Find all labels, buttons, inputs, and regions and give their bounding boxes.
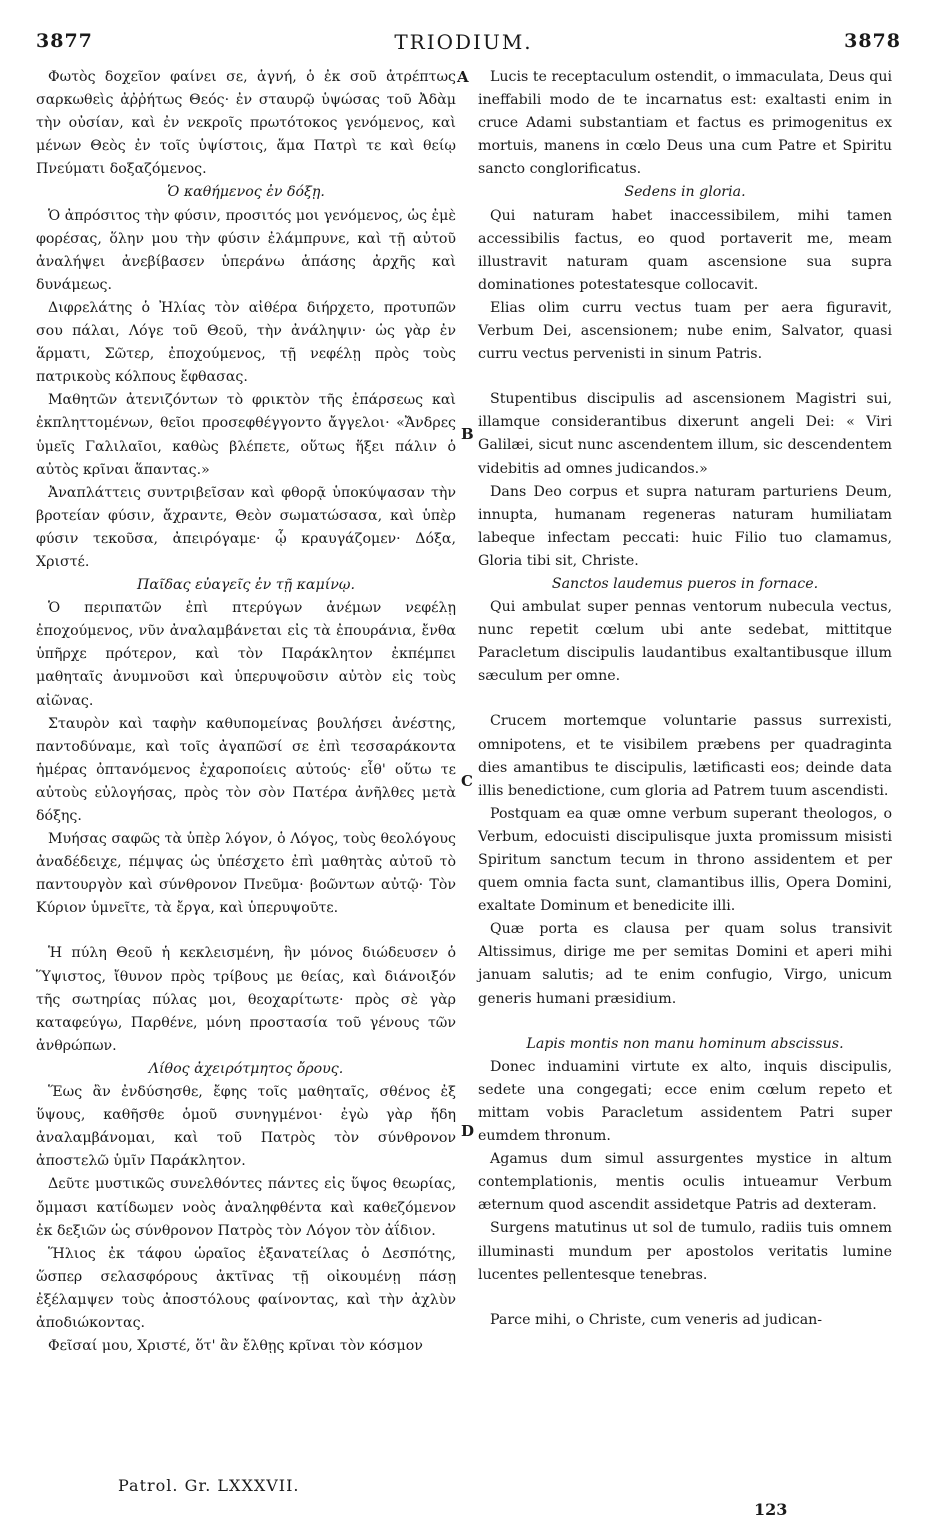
- latin-column: [478, 66, 892, 1470]
- paragraph-gap: [478, 366, 892, 388]
- paragraph: Donec induamini virtute ex alto, inquis discipulis, sedete una congegati; ecce enim cœlum repeto et mittam vobis Paracletum assidentem Patri super eumdem thronum.: [478, 1058, 892, 1145]
- paragraph: Σταυρὸν καὶ ταφὴν καθυπομείνας βουλήσει ἀνέστης, παντοδύναμε, καὶ τοῖς ἀγαπῶσί σε ἐπὶ τεσσαράκοντα ἡμέρας ὀπτανόμενος ἐχαροποίεις αὐτούς· εἶθ' οὕτω τε αὐτοὺς εὐλογήσας, πρὸς τὸν σὸν Πατέρα ἀνῆλθες μετὰ δόξης.: [36, 715, 456, 824]
- paragraph: Ὁ ἀπρόσιτος τὴν φύσιν, προσιτός μοι γενόμενος, ὡς ἐμὲ φορέσας, ὅλην μου τὴν φύσιν ἐλάμπρυνε, καὶ τῇ αὐτοῦ ἀναλήψει ἀνεβίβασεν ὑπεράνω ἁπάσης ἀρχῆς καὶ δυνάμεως.: [36, 207, 456, 293]
- footer-volume: Patrol. Gr. LXXXVII.: [118, 1476, 300, 1495]
- paragraph: Crucem mortemque voluntarie passus surrexisti, omnipotens, et te visibilem præbens per quadraginta dies amantibus te discipulis, lætificasti eos; deinde data illis benedictione, cum gloria ad Patrem tuum ascendisti.: [478, 713, 892, 799]
- paragraph: Μαθητῶν ἀτενιζόντων τὸ φρικτὸν τῆς ἐπάρσεως καὶ ἐκπληττομένων, θεῖοι προσεφθέγγοντο ἄγγελοι· «Ἄνδρες ὑμεῖς Γαλιλαῖοι, καθὼς βλέπετε, οὕτως ἥξει πάλιν ὁ αὐτὸς κρῖναι ἅπαντας.»: [36, 392, 456, 478]
- paragraph: Elias olim curru vectus tuam per aera figuravit, Verbum Dei, ascensionem; nube enim, Salvator, quasi curru vectus pervenisti in sinum Patris.: [478, 299, 892, 363]
- paragraph: Surgens matutinus ut sol de tumulo, radiis tuis omnem illuminasti mundum per apostolos veritatis lumine lucentes pellentesque tenebras.: [478, 1220, 892, 1283]
- page-number-left: 3877: [36, 30, 93, 52]
- paragraph: Qui naturam habet inaccessibilem, mihi tamen accessibilis factus, eo quod portaverit me, meam illustravit naturam quam ascensione sua supra dominationes potestatesque collocavit.: [478, 207, 892, 293]
- running-title: TRIODIUM.: [394, 30, 533, 54]
- paragraph: Ἡ πύλη Θεοῦ ἡ κεκλεισμένη, ἣν μόνος διώδευσεν ὁ Ὕψιστος, ἴθυνον πρὸς τρίβους με θείας, καὶ διάνοιξόν τῆς σωτηρίας πύλας μοι, θεοχαρίτωτε· πρὸς σὲ γὰρ καταφεύγω, Παρθένε, μόνη προστασία τοῦ γένους τῶν ἀνθρώπων.: [36, 945, 456, 1054]
- paragraph-gap: [478, 1287, 892, 1309]
- section-heading: Ὁ καθήμενος ἐν δόξῃ.: [167, 184, 325, 201]
- greek-column: [36, 66, 456, 1470]
- section-heading: Παῖδας εὐαγεῖς ἐν τῇ καμίνῳ.: [136, 577, 355, 594]
- paragraph: Ἀναπλάττεις συντριβεῖσαν καὶ φθορᾷ ὑποκύψασαν τὴν βροτείαν φύσιν, ἄχραντε, Θεὸν σωματώσασα, καὶ ὑπὲρ φύσιν τεκοῦσα, ἀπειρόγαμε· ᾧ κραυγάζομεν· Δόξα, Χριστέ.: [36, 484, 456, 570]
- paragraph: Μυήσας σαφῶς τὰ ὑπὲρ λόγον, ὁ Λόγος, τοὺς θεολόγους ἀναδέδειχε, πέμψας ὡς ὑπέσχετο ἐπὶ μαθητὰς αὐτοῦ τὸ παντουργὸν καὶ σύνθρονον Πνεῦμα· βοῶντων αὐτῷ· Τὸν Κύριον ὑμνεῖτε, τὰ ἔργα, καὶ ὑπερυψοῦτε.: [36, 831, 457, 917]
- paragraph: Parce mihi, o Christe, cum veneris ad judican-: [490, 1311, 823, 1328]
- section-heading: Sanctos laudemus pueros in fornace.: [551, 575, 819, 592]
- paragraph: Lucis te receptaculum ostendit, o immaculata, Deus qui ineffabili modo de te incarnatus est: exaltasti enim in cruce Adami substantiam et factus es primogenitus ex mortuis, manens in cœlo Deus una cum Patre et Spiritu sancto conglorificatus.: [478, 69, 892, 178]
- paragraph: Φωτὸς δοχεῖον φαίνει σε, ἁγνή, ὁ ἐκ σοῦ ἀτρέπτως σαρκωθεὶς ἀῤῥήτως Θεός· ἐν σταυρῷ ὑψώσας τοῦ Ἀδὰμ τὴν οὐσίαν, καὶ ἐν νεκροῖς πρωτότοκος γενόμενος, καὶ μένων Θεὸς ἐν τοῖς ὑψίστοις, ἅμα Πατρὶ τε καὶ θείῳ Πνεύματι δοξαζόμενος.: [36, 69, 456, 178]
- paragraph: Διφρελάτης ὁ Ἠλίας τὸν αἰθέρα διήρχετο, προτυπῶν σου πάλαι, Λόγε τοῦ Θεοῦ, τὴν ἀνάληψιν· ὡς γὰρ ἐν ἅρματι, Σῶτερ, ἐποχούμενος, τῇ νεφέλῃ πρὸς τοὺς πατρικοὺς κόλπους ἔφθασας.: [36, 299, 456, 386]
- paragraph-gap: [36, 920, 456, 942]
- paragraph: Qui ambulat super pennas ventorum nubecula vectus, nunc repetit cœlum ubi ante sedebat, mittitque Paracletum discipulis laudantibus exaltantibusque illum sæculum per omne.: [478, 599, 892, 685]
- paragraph: Postquam ea quæ omne verbum superant theologos, o Verbum, edocuisti discipulisque juxta promissum misisti Spiritum sanctum tecum in throno assidentem et per quem omnia facta sunt, clamantibus illis, Opera Domini, exaltate Dominum et benedicite illi.: [478, 805, 892, 915]
- section-heading: Sedens in gloria.: [624, 184, 746, 201]
- section-heading: Λίθος ἀχειρότμητος ὄρους.: [148, 1060, 344, 1077]
- paragraph: Stupentibus discipulis ad ascensionem Magistri sui, illamque considerantibus dixerunt angeli Dei: « Viri Galilæi, sicut nunc ascendentem illum, sic descendentem videbitis ad omnes judicandos.»: [478, 391, 892, 477]
- paragraph: Ἥλιος ἐκ τάφου ὡραῖος ἐξανατείλας ὁ Δεσπότης, ὥσπερ σελασφόρους ἀκτῖνας τῇ οἰκουμένῃ πάσῃ ἐξέλαμψεν τοὺς ἀποστόλους φαίνοντας, καὶ τὴν ἀχλὺν ἀποδιώκοντας.: [36, 1245, 456, 1331]
- paragraph: Quæ porta es clausa per quam solus transivit Altissimus, dirige me per semitas Domini et aperi mihi januam salutis; ad te enim confugio, Virgo, unicum generis humani præsidium.: [478, 921, 892, 1007]
- paragraph: Agamus dum simul assurgentes mystice in altum contemplationis, mentis oculis intueamur Verbum æternum quod ascendit assidetque Patris ad dexteram.: [478, 1151, 892, 1214]
- paragraph: Φεῖσαί μου, Χριστέ, ὅτ' ἂν ἔλθῃς κρῖναι τὸν κόσμον: [48, 1338, 423, 1355]
- paragraph-gap: [478, 1011, 892, 1033]
- column-marker-b: B: [461, 425, 474, 443]
- page-number-right: 3878: [844, 30, 901, 52]
- paragraph: Δεῦτε μυστικῶς συνελθόντες πάντες εἰς ὕψος θεωρίας, ὄμμασι κατίδωμεν νοὸς ἀναληφθέντα καὶ καθεζόμενον ἐκ δεξιῶν ὡς σύνθρονον Πατρὸς τὸν Λόγον τὸν ἀΐδιον.: [36, 1176, 456, 1239]
- footer-sheet-number: 123: [754, 1500, 788, 1519]
- paragraph-gap: [478, 688, 892, 710]
- paragraph: Ἕως ἂν ἐνδύσησθε, ἔφης τοῖς μαθηταῖς, σθένος ἐξ ὕψους, καθῆσθε ὁμοῦ συνηγμένοι· ἐγὼ γὰρ ἤδη ἀναλαμβάνομαι, καὶ τοῦ Πατρὸς τὸν σύνθρονον ἀποστελῶ ὑμῖν Παράκλητον.: [36, 1084, 456, 1170]
- column-marker-a: A: [457, 68, 469, 86]
- column-marker-d: D: [461, 1122, 475, 1140]
- paragraph: Dans Deo corpus et supra naturam parturiens Deum, innupta, humanam regeneras naturam humiliatam labeque infectam peccati: huic Filio tuo clamamus, Gloria tibi sit, Christe.: [478, 483, 892, 569]
- paragraph: Ὁ περιπατῶν ἐπὶ πτερύγων ἀνέμων νεφέλῃ ἐποχούμενος, νῦν ἀναλαμβάνεται εἰς τὰ ἐπουράνια, ἔνθα ὑπῆρχε πρότερον, καὶ τὸν Παράκλητον ἐκπέμπει μαθηταῖς ἀνυμνοῦσι καὶ ὑπερυψοῦσιν αὐτὸν εἰς τοὺς αἰῶνας.: [36, 600, 456, 709]
- column-marker-c: C: [461, 772, 473, 790]
- section-heading: Lapis montis non manu hominum abscissus.: [526, 1035, 844, 1052]
